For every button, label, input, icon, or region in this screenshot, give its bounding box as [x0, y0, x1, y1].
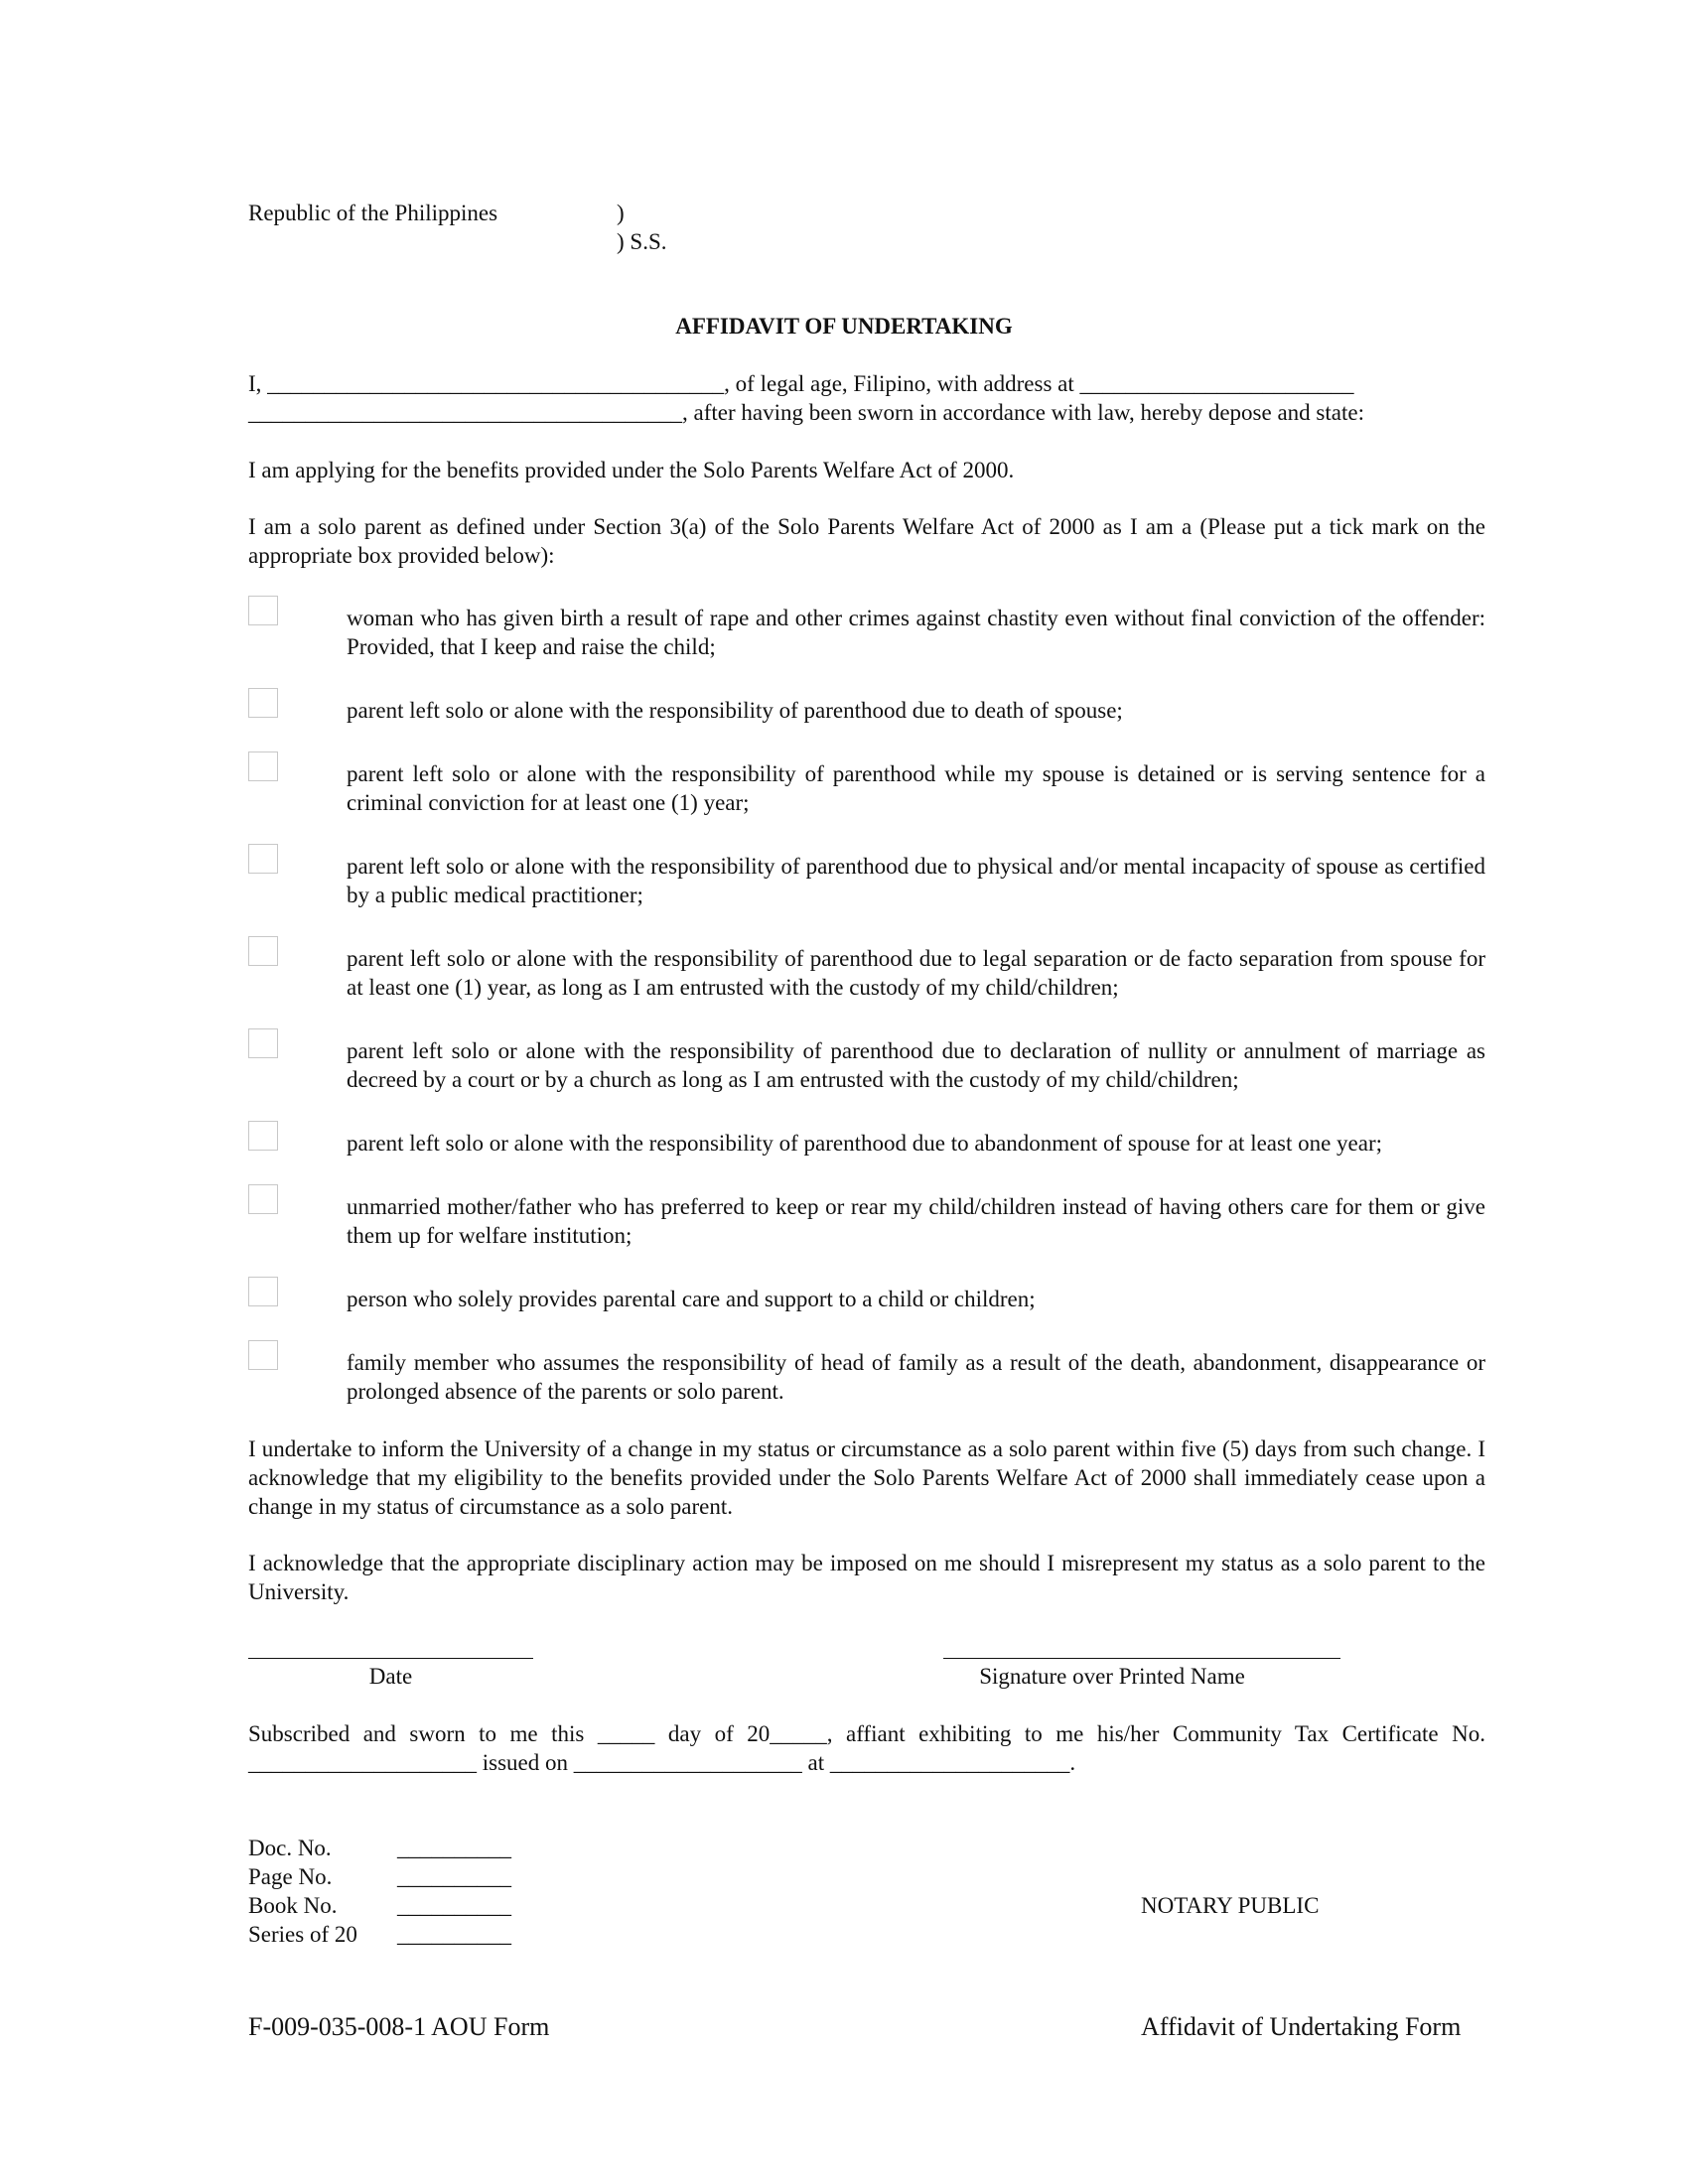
option-label-spouse-incapacity: parent left solo or alone with the responsibility of parenthood due to physical and/or mental incapacity of spouse as certified by a public medical practitioner; [347, 854, 1485, 907]
option-checkbox-legal-separation[interactable] [248, 936, 278, 966]
option-checkbox-spouse-incapacity[interactable] [248, 844, 278, 874]
option-label-legal-separation: parent left solo or alone with the responsibility of parenthood due to legal separation or de facto separation from spouse for at least one (1) year, as long as I am entrusted with the custody of my child/children; [347, 946, 1485, 1000]
doc-no-label: Doc. No. [248, 1836, 332, 1860]
signature-label: Signature over Printed Name [979, 1664, 1245, 1689]
footer-form-title: Affidavit of Undertaking Form [1141, 2012, 1462, 2041]
page-no-blank[interactable]: __________ [397, 1864, 511, 1889]
series-label: Series of 20 [248, 1922, 357, 1947]
venue-label: Republic of the Philippines [248, 201, 498, 225]
option-checkbox-rape-victim[interactable] [248, 596, 278, 625]
date-signature-line[interactable] [248, 1658, 533, 1659]
date-label: Date [368, 1664, 413, 1689]
option-label-death-of-spouse: parent left solo or alone with the responsibility of parenthood due to death of spouse; [347, 698, 1123, 723]
option-checkbox-abandonment[interactable] [248, 1121, 278, 1151]
option-label-abandonment: parent left solo or alone with the responsibility of parenthood due to abandonment of spouse for at least one year; [347, 1131, 1383, 1156]
option-checkbox-death-of-spouse[interactable] [248, 688, 278, 718]
paragraph-solo-parent: I am a solo parent as defined under Section 3(a) of the Solo Parents Welfare Act of 2000 as I am a (Please put a tick mark on the appropriate box provided below): [248, 514, 1485, 568]
jurat-line-2: ____________________ issued on ____________________ at _____________________. [248, 1750, 1076, 1775]
paragraph-undertake: I undertake to inform the University of a change in my status or circumstance as a solo parent within five (5) days from such change. I acknowledge that my eligibility to the benefits provided under the Solo Parents Welfare Act of 2000 shall immediately cease upon a change in my status of circumstance as a solo parent. [248, 1436, 1485, 1519]
option-checkbox-spouse-detained[interactable] [248, 751, 278, 781]
doc-no-blank[interactable]: __________ [397, 1836, 511, 1860]
venue-ss: ) S.S. [617, 229, 667, 254]
jurat-line-1: Subscribed and sworn to me this _____ day of 20_____, affiant exhibiting to me his/her Community Tax Certificate No. [248, 1721, 1485, 1746]
option-checkbox-nullity-annulment[interactable] [248, 1028, 278, 1058]
notary-public-label: NOTARY PUBLIC [1141, 1893, 1320, 1918]
book-no-blank[interactable]: __________ [397, 1893, 511, 1918]
option-checkbox-sole-provider[interactable] [248, 1277, 278, 1306]
option-checkbox-unmarried-parent[interactable] [248, 1184, 278, 1214]
option-label-family-head: family member who assumes the responsibility of head of family as a result of the death, abandonment, disappearance or prolonged absence of the parents or solo parent. [347, 1350, 1485, 1404]
series-blank[interactable]: __________ [397, 1922, 511, 1947]
option-label-spouse-detained: parent left solo or alone with the responsibility of parenthood while my spouse is detained or is serving sentence for a criminal conviction for at least one (1) year; [347, 761, 1485, 815]
signature-line[interactable] [943, 1658, 1340, 1659]
intro-line-1: I, ________________________________________, of legal age, Filipino, with address at ________________________ [248, 371, 1354, 396]
footer-form-code: F-009-035-008-1 AOU Form [248, 2012, 550, 2041]
venue-paren-top: ) [617, 201, 625, 225]
paragraph-acknowledge: I acknowledge that the appropriate disciplinary action may be imposed on me should I misrepresent my status as a solo parent to the University. [248, 1551, 1485, 1604]
intro-line-2: ______________________________________, after having been sworn in accordance with law, hereby depose and state: [248, 400, 1364, 425]
book-no-label: Book No. [248, 1893, 338, 1918]
option-label-unmarried-parent: unmarried mother/father who has preferred to keep or rear my child/children instead of having others care for them or give them up for welfare institution; [347, 1194, 1485, 1248]
page-no-label: Page No. [248, 1864, 333, 1889]
option-checkbox-family-head[interactable] [248, 1340, 278, 1370]
paragraph-applying: I am applying for the benefits provided under the Solo Parents Welfare Act of 2000. [248, 458, 1015, 482]
option-label-sole-provider: person who solely provides parental care and support to a child or children; [347, 1287, 1036, 1311]
option-label-nullity-annulment: parent left solo or alone with the responsibility of parenthood due to declaration of nullity or annulment of marriage as decreed by a court or by a church as long as I am entrusted with the custody of my child/children; [347, 1038, 1485, 1092]
option-label-rape-victim: woman who has given birth a result of rape and other crimes against chastity even without final conviction of the offender: Provided, that I keep and raise the child; [347, 606, 1485, 659]
document-title: AFFIDAVIT OF UNDERTAKING [675, 314, 1013, 339]
